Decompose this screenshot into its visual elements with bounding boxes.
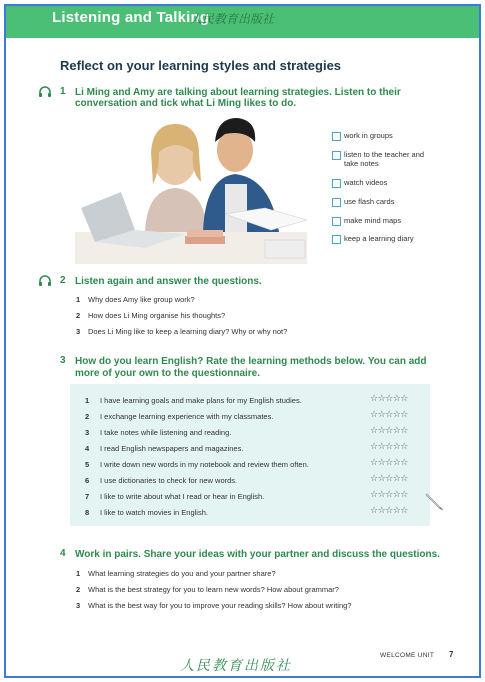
star-rating[interactable]: ☆☆☆☆☆ xyxy=(370,474,408,484)
star-rating[interactable]: ☆☆☆☆☆ xyxy=(370,394,408,404)
option-keep-learning-diary[interactable] xyxy=(332,234,434,244)
exercise-number: 1 xyxy=(60,86,66,97)
exercise-1-instruction-line2: conversation and tick what Li Ming likes to do. xyxy=(75,98,297,109)
row-text: I take notes while listening and reading. xyxy=(100,428,232,437)
pencil-icon xyxy=(424,490,446,512)
question-number: 1 xyxy=(76,569,81,578)
row-number: 4 xyxy=(85,444,90,453)
star-rating[interactable]: ☆☆☆☆☆ xyxy=(370,506,408,516)
checkbox[interactable] xyxy=(332,217,341,226)
table-row xyxy=(70,457,430,472)
question-number: 3 xyxy=(76,327,81,336)
question-text: Does Li Ming like to keep a learning diary? Why or why not? xyxy=(88,327,288,336)
headphones-icon xyxy=(38,275,52,287)
option-label: keep a learning diary xyxy=(344,234,414,243)
question-number: 2 xyxy=(76,311,81,320)
option-work-in-groups[interactable] xyxy=(332,131,434,141)
exercise-4-instruction: Work in pairs. Share your ideas with your partner and discuss the questions. xyxy=(75,549,440,560)
row-text: I exchange learning experience with my classmates. xyxy=(100,412,274,421)
table-row xyxy=(70,425,430,440)
unit-label: WELCOME UNIT xyxy=(380,652,435,659)
table-row xyxy=(70,441,430,456)
option-label: make mind maps xyxy=(344,216,402,225)
page-number: 7 xyxy=(449,650,454,659)
table-row xyxy=(70,473,430,488)
table-row xyxy=(70,393,430,408)
checkbox[interactable] xyxy=(332,151,341,160)
row-number: 2 xyxy=(85,412,90,421)
row-text: I use dictionaries to check for new words. xyxy=(100,476,238,485)
section-header-title: Listening and Talking xyxy=(52,9,210,26)
question-text: What is the best strategy for you to learn new words? How about grammar? xyxy=(88,585,339,594)
star-rating[interactable]: ☆☆☆☆☆ xyxy=(370,442,408,452)
page-title: Reflect on your learning styles and strategies xyxy=(60,58,342,73)
row-number: 5 xyxy=(85,460,90,469)
exercise-3-instruction-line1: How do you learn English? Rate the learning methods below. You can add xyxy=(75,356,427,367)
row-number: 1 xyxy=(85,396,90,405)
row-number: 3 xyxy=(85,428,90,437)
option-listen-and-take-notes[interactable] xyxy=(332,150,429,168)
row-number: 7 xyxy=(85,492,90,501)
row-number: 6 xyxy=(85,476,90,485)
table-row xyxy=(70,505,430,520)
checkbox[interactable] xyxy=(332,198,341,207)
exercise-number: 3 xyxy=(60,355,66,366)
checkbox[interactable] xyxy=(332,179,341,188)
option-make-mind-maps[interactable] xyxy=(332,216,434,226)
checkbox[interactable] xyxy=(332,132,341,141)
exercise-1-instruction-line1: Li Ming and Amy are talking about learning strategies. Listen to their xyxy=(75,87,401,98)
exercise-2-instruction: Listen again and answer the questions. xyxy=(75,276,262,287)
star-rating[interactable]: ☆☆☆☆☆ xyxy=(370,490,408,500)
question-text: What learning strategies do you and your partner share? xyxy=(88,569,276,578)
question-number: 2 xyxy=(76,585,81,594)
publisher-watermark: 人民教育出版社 xyxy=(180,658,292,674)
question-number: 3 xyxy=(76,601,81,610)
row-text: I like to watch movies in English. xyxy=(100,508,208,517)
questionnaire-table xyxy=(70,384,430,526)
publisher-watermark: 人民教育出版社 xyxy=(190,12,275,26)
students-photo xyxy=(75,112,307,264)
row-text: I write down new words in my notebook and review them often. xyxy=(100,460,309,469)
row-text: I read English newspapers and magazines. xyxy=(100,444,244,453)
row-number: 8 xyxy=(85,508,90,517)
table-row xyxy=(70,409,430,424)
option-label: use flash cards xyxy=(344,197,395,206)
option-label: watch videos xyxy=(344,178,388,187)
row-text: I have learning goals and make plans for my English studies. xyxy=(100,396,302,405)
table-row xyxy=(70,489,430,504)
question-number: 1 xyxy=(76,295,81,304)
question-text: How does Li Ming organise his thoughts? xyxy=(88,311,226,320)
star-rating[interactable]: ☆☆☆☆☆ xyxy=(370,410,408,420)
exercise-number: 2 xyxy=(60,275,66,286)
row-text: I like to write about what I read or hear in English. xyxy=(100,492,265,501)
option-label: work in groups xyxy=(344,131,393,140)
checkbox[interactable] xyxy=(332,235,341,244)
option-watch-videos[interactable] xyxy=(332,178,434,188)
option-use-flash-cards[interactable] xyxy=(332,197,434,207)
star-rating[interactable]: ☆☆☆☆☆ xyxy=(370,426,408,436)
question-text: Why does Amy like group work? xyxy=(88,295,195,304)
option-label: listen to the teacher and take notes xyxy=(344,150,425,168)
exercise-3-instruction-line2: more of your own to the questionnaire. xyxy=(75,368,261,379)
headphones-icon xyxy=(38,86,52,98)
question-text: What is the best way for you to improve your reading skills? How about writing? xyxy=(88,601,352,610)
exercise-number: 4 xyxy=(60,548,66,559)
star-rating[interactable]: ☆☆☆☆☆ xyxy=(370,458,408,468)
